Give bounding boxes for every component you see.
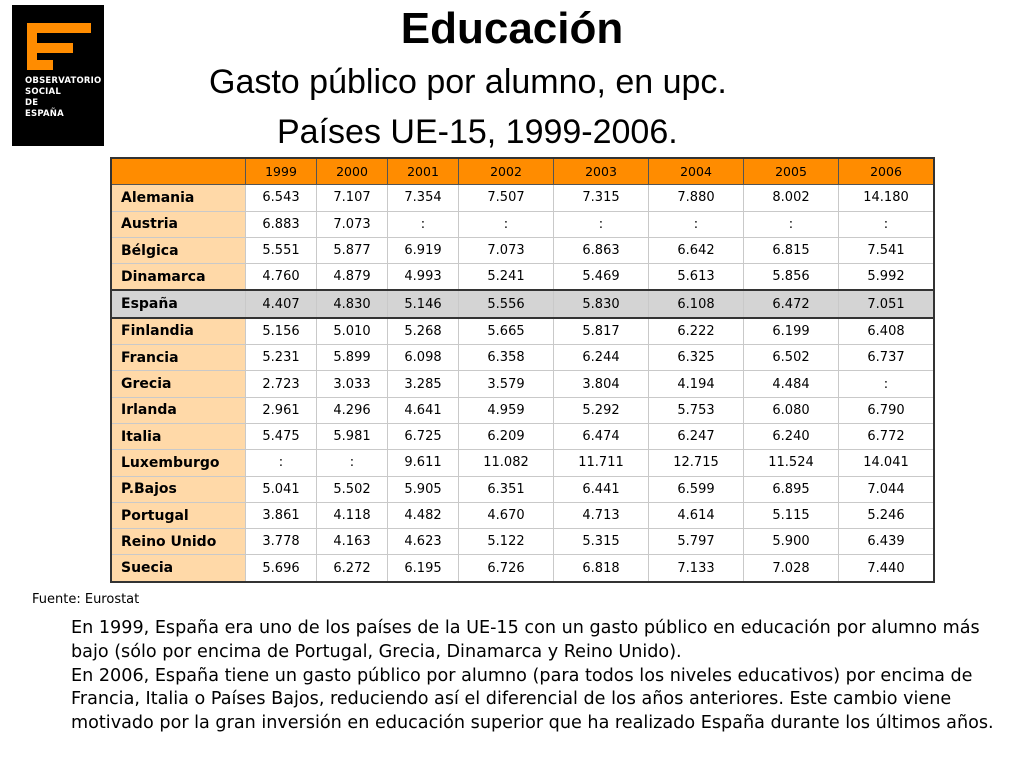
- table-row: [111, 371, 934, 397]
- value-cell: 5.475: [246, 423, 317, 449]
- value-cell: 5.992: [839, 264, 935, 291]
- value-cell: 4.163: [317, 529, 388, 555]
- value-cell: 4.760: [246, 264, 317, 291]
- table-row: [111, 502, 934, 528]
- table-corner-cell: [111, 158, 246, 185]
- value-cell: 6.472: [744, 290, 839, 317]
- value-cell: 3.579: [459, 371, 554, 397]
- value-cell: 4.296: [317, 397, 388, 423]
- value-cell: :: [317, 450, 388, 476]
- value-cell: 5.817: [554, 318, 649, 345]
- value-cell: 5.613: [649, 264, 744, 291]
- value-cell: 4.670: [459, 502, 554, 528]
- value-cell: 3.778: [246, 529, 317, 555]
- value-cell: 5.665: [459, 318, 554, 345]
- value-cell: 7.028: [744, 555, 839, 582]
- page-subtitle-line1: Gasto público por alumno, en upc.: [209, 63, 727, 101]
- value-cell: 7.507: [459, 185, 554, 211]
- value-cell: 7.440: [839, 555, 935, 582]
- value-cell: 7.073: [317, 211, 388, 237]
- source-note: Fuente: Eurostat: [32, 592, 140, 607]
- commentary-paragraph-2: En 2006, España tiene un gasto público por alumno (para todos los niveles educativos) por encima de Francia, Italia o Países Bajos, reduciendo así el diferencial de los años anteriores. Este cambio viene motivado por la gran inversión en educación superior que ha realizado España durante los últimos años.: [71, 665, 994, 734]
- column-header-2004: 2004: [649, 158, 744, 185]
- table-row: [111, 397, 934, 423]
- value-cell: 7.133: [649, 555, 744, 582]
- value-cell: 11.082: [459, 450, 554, 476]
- country-cell: Italia: [111, 423, 246, 449]
- value-cell: 5.696: [246, 555, 317, 582]
- value-cell: :: [388, 211, 459, 237]
- value-cell: 6.441: [554, 476, 649, 502]
- value-cell: 3.285: [388, 371, 459, 397]
- value-cell: 5.899: [317, 345, 388, 371]
- country-cell: P.Bajos: [111, 476, 246, 502]
- value-cell: 6.543: [246, 185, 317, 211]
- table-row: [111, 211, 934, 237]
- country-cell: Dinamarca: [111, 264, 246, 291]
- value-cell: 5.241: [459, 264, 554, 291]
- logo-text: OBSERVATORIO SOCIAL DE ESPAÑA: [25, 76, 102, 119]
- country-cell: Irlanda: [111, 397, 246, 423]
- value-cell: 7.073: [459, 237, 554, 263]
- value-cell: 5.905: [388, 476, 459, 502]
- value-cell: 6.642: [649, 237, 744, 263]
- value-cell: 6.772: [839, 423, 935, 449]
- value-cell: 5.797: [649, 529, 744, 555]
- value-cell: 6.790: [839, 397, 935, 423]
- value-cell: :: [839, 211, 935, 237]
- country-cell: Alemania: [111, 185, 246, 211]
- country-cell: Reino Unido: [111, 529, 246, 555]
- value-cell: 5.551: [246, 237, 317, 263]
- value-cell: 6.272: [317, 555, 388, 582]
- page-title: Educación: [400, 4, 624, 53]
- value-cell: 7.880: [649, 185, 744, 211]
- value-cell: :: [459, 211, 554, 237]
- value-cell: 4.879: [317, 264, 388, 291]
- data-table-container: [110, 157, 935, 583]
- table-row: [111, 237, 934, 263]
- value-cell: 6.222: [649, 318, 744, 345]
- value-cell: 4.194: [649, 371, 744, 397]
- value-cell: 6.408: [839, 318, 935, 345]
- country-cell: Bélgica: [111, 237, 246, 263]
- value-cell: 6.919: [388, 237, 459, 263]
- table-row: [111, 345, 934, 371]
- value-cell: 6.325: [649, 345, 744, 371]
- value-cell: 6.108: [649, 290, 744, 317]
- value-cell: 5.231: [246, 345, 317, 371]
- value-cell: 6.247: [649, 423, 744, 449]
- table-row: [111, 555, 934, 582]
- value-cell: 3.861: [246, 502, 317, 528]
- value-cell: 6.818: [554, 555, 649, 582]
- value-cell: :: [839, 371, 935, 397]
- value-cell: 5.122: [459, 529, 554, 555]
- value-cell: 5.010: [317, 318, 388, 345]
- value-cell: 6.863: [554, 237, 649, 263]
- logo-bar-bottom: [27, 60, 53, 70]
- table-row: [111, 423, 934, 449]
- value-cell: 5.900: [744, 529, 839, 555]
- value-cell: 5.856: [744, 264, 839, 291]
- country-cell: Luxemburgo: [111, 450, 246, 476]
- value-cell: 4.614: [649, 502, 744, 528]
- value-cell: 6.351: [459, 476, 554, 502]
- value-cell: 5.469: [554, 264, 649, 291]
- value-cell: 7.107: [317, 185, 388, 211]
- value-cell: 6.195: [388, 555, 459, 582]
- value-cell: 7.051: [839, 290, 935, 317]
- column-header-2001: 2001: [388, 158, 459, 185]
- value-cell: 7.315: [554, 185, 649, 211]
- value-cell: 6.474: [554, 423, 649, 449]
- value-cell: 6.240: [744, 423, 839, 449]
- value-cell: 5.981: [317, 423, 388, 449]
- table-row: [111, 476, 934, 502]
- value-cell: 6.209: [459, 423, 554, 449]
- country-cell: España: [111, 290, 246, 317]
- value-cell: 4.713: [554, 502, 649, 528]
- value-cell: 4.484: [744, 371, 839, 397]
- column-header-2000: 2000: [317, 158, 388, 185]
- value-cell: 14.041: [839, 450, 935, 476]
- value-cell: :: [744, 211, 839, 237]
- value-cell: :: [649, 211, 744, 237]
- value-cell: 5.041: [246, 476, 317, 502]
- page-subtitle-line2: Países UE-15, 1999-2006.: [277, 113, 678, 151]
- table-row: [111, 264, 934, 291]
- value-cell: 6.098: [388, 345, 459, 371]
- value-cell: 4.118: [317, 502, 388, 528]
- value-cell: 6.725: [388, 423, 459, 449]
- value-cell: 4.959: [459, 397, 554, 423]
- value-cell: 4.623: [388, 529, 459, 555]
- country-cell: Suecia: [111, 555, 246, 582]
- value-cell: 2.961: [246, 397, 317, 423]
- commentary: [71, 617, 1001, 736]
- value-cell: 5.502: [317, 476, 388, 502]
- value-cell: 7.541: [839, 237, 935, 263]
- value-cell: 5.268: [388, 318, 459, 345]
- country-cell: Portugal: [111, 502, 246, 528]
- value-cell: 6.599: [649, 476, 744, 502]
- commentary-paragraph-1: En 1999, España era uno de los países de la UE-15 con un gasto público en educación por alumno más bajo (sólo por encima de Portugal, Grecia, Dinamarca y Reino Unido).: [71, 618, 980, 662]
- value-cell: 6.815: [744, 237, 839, 263]
- value-cell: 5.830: [554, 290, 649, 317]
- table-row: [111, 529, 934, 555]
- value-cell: 5.246: [839, 502, 935, 528]
- value-cell: :: [554, 211, 649, 237]
- data-table: [110, 157, 935, 583]
- value-cell: 5.877: [317, 237, 388, 263]
- column-header-1999: 1999: [246, 158, 317, 185]
- value-cell: 5.556: [459, 290, 554, 317]
- column-header-2005: 2005: [744, 158, 839, 185]
- table-row: [111, 290, 934, 317]
- value-cell: 6.439: [839, 529, 935, 555]
- value-cell: 3.033: [317, 371, 388, 397]
- value-cell: 5.315: [554, 529, 649, 555]
- column-header-2006: 2006: [839, 158, 935, 185]
- value-cell: 6.358: [459, 345, 554, 371]
- value-cell: 4.407: [246, 290, 317, 317]
- value-cell: 14.180: [839, 185, 935, 211]
- value-cell: 6.244: [554, 345, 649, 371]
- value-cell: 6.726: [459, 555, 554, 582]
- value-cell: 4.641: [388, 397, 459, 423]
- value-cell: 5.146: [388, 290, 459, 317]
- value-cell: :: [246, 450, 317, 476]
- column-header-2003: 2003: [554, 158, 649, 185]
- value-cell: 8.002: [744, 185, 839, 211]
- table-row: [111, 450, 934, 476]
- value-cell: 2.723: [246, 371, 317, 397]
- value-cell: 6.883: [246, 211, 317, 237]
- country-cell: Francia: [111, 345, 246, 371]
- value-cell: 6.199: [744, 318, 839, 345]
- value-cell: 6.080: [744, 397, 839, 423]
- value-cell: 11.711: [554, 450, 649, 476]
- value-cell: 6.895: [744, 476, 839, 502]
- value-cell: 5.156: [246, 318, 317, 345]
- country-cell: Grecia: [111, 371, 246, 397]
- table-header-row: [111, 158, 934, 185]
- column-header-2002: 2002: [459, 158, 554, 185]
- country-cell: Finlandia: [111, 318, 246, 345]
- table-row: [111, 318, 934, 345]
- value-cell: 5.753: [649, 397, 744, 423]
- value-cell: 12.715: [649, 450, 744, 476]
- value-cell: 3.804: [554, 371, 649, 397]
- value-cell: 7.044: [839, 476, 935, 502]
- value-cell: 9.611: [388, 450, 459, 476]
- country-cell: Austria: [111, 211, 246, 237]
- value-cell: 6.502: [744, 345, 839, 371]
- value-cell: 5.115: [744, 502, 839, 528]
- value-cell: 11.524: [744, 450, 839, 476]
- value-cell: 4.993: [388, 264, 459, 291]
- table-body: [111, 185, 934, 582]
- table-row: [111, 185, 934, 211]
- value-cell: 4.482: [388, 502, 459, 528]
- value-cell: 6.737: [839, 345, 935, 371]
- value-cell: 7.354: [388, 185, 459, 211]
- value-cell: 4.830: [317, 290, 388, 317]
- value-cell: 5.292: [554, 397, 649, 423]
